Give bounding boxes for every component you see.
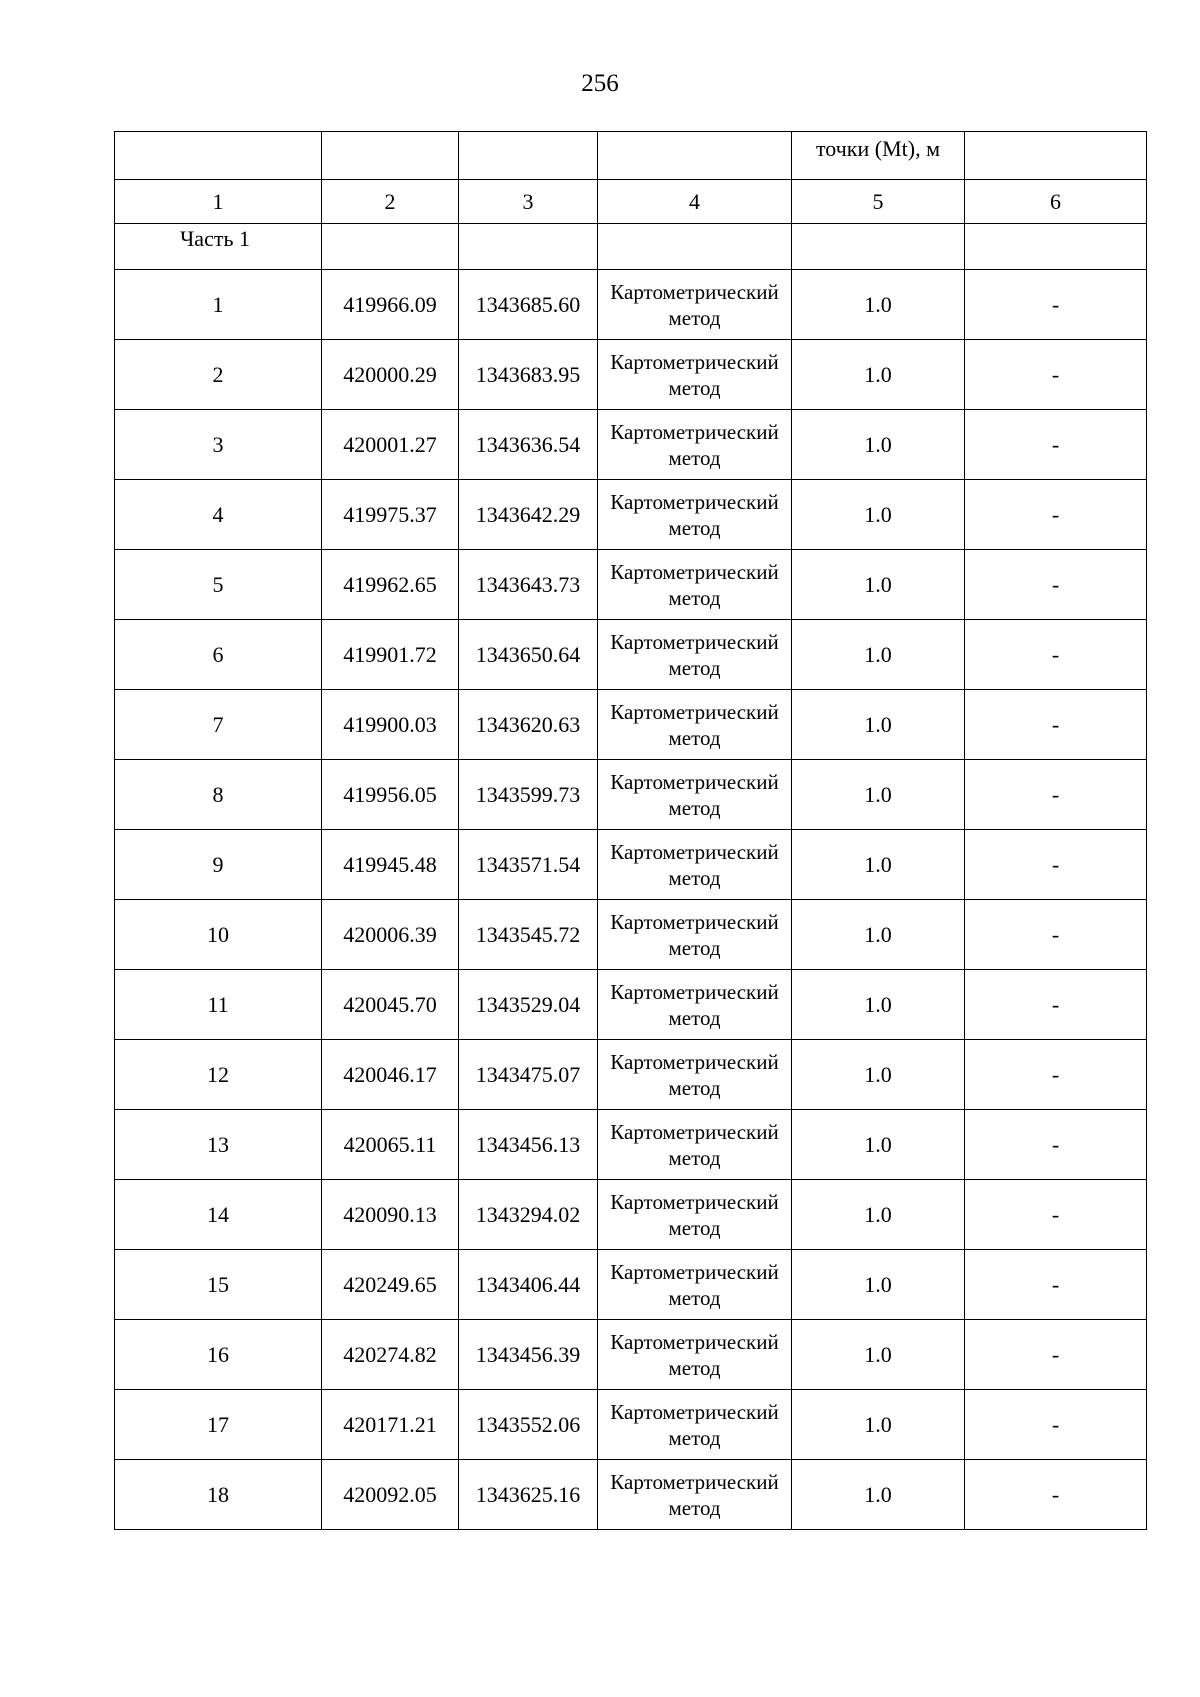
accuracy-cell: 1.0	[792, 550, 965, 620]
method-line-1: Картометрический	[610, 1189, 779, 1214]
y-coordinate-cell: 1343685.60	[459, 270, 598, 340]
accuracy-cell: 1.0	[792, 760, 965, 830]
y-coordinate-cell: 1343642.29	[459, 480, 598, 550]
point-number-cell: 6	[115, 620, 322, 690]
point-number-cell: 15	[115, 1250, 322, 1320]
method-line-1: Картометрический	[610, 1119, 779, 1144]
accuracy-cell: 1.0	[792, 1390, 965, 1460]
y-coordinate-cell: 1343643.73	[459, 550, 598, 620]
header-cell-6	[965, 132, 1147, 180]
method-line-1: Картометрический	[610, 1329, 779, 1354]
method-line-2: метод	[668, 1145, 721, 1170]
point-number-cell: 1	[115, 270, 322, 340]
method-line-1: Картометрический	[610, 699, 779, 724]
table-row	[115, 1390, 1147, 1460]
x-coordinate-cell: 420046.17	[322, 1040, 459, 1110]
method-cell	[598, 1390, 792, 1460]
method-line-1: Картометрический	[610, 629, 779, 654]
y-coordinate-cell: 1343625.16	[459, 1460, 598, 1530]
note-cell: -	[965, 1250, 1147, 1320]
method-line-1: Картометрический	[610, 979, 779, 1004]
accuracy-cell: 1.0	[792, 270, 965, 340]
method-line-1: Картометрический	[610, 769, 779, 794]
header-cell-1	[115, 132, 322, 180]
method-line-2: метод	[668, 585, 721, 610]
table-row	[115, 690, 1147, 760]
table-row	[115, 410, 1147, 480]
accuracy-cell: 1.0	[792, 340, 965, 410]
x-coordinate-cell: 419901.72	[322, 620, 459, 690]
method-line-2: метод	[668, 795, 721, 820]
accuracy-cell: 1.0	[792, 830, 965, 900]
method-cell	[598, 690, 792, 760]
y-coordinate-cell: 1343636.54	[459, 410, 598, 480]
note-cell: -	[965, 1180, 1147, 1250]
header-cell-2	[322, 132, 459, 180]
method-line-1: Картометрический	[610, 1399, 779, 1424]
note-cell: -	[965, 690, 1147, 760]
table-row	[115, 480, 1147, 550]
accuracy-cell: 1.0	[792, 1320, 965, 1390]
accuracy-cell: 1.0	[792, 1250, 965, 1320]
note-cell: -	[965, 1320, 1147, 1390]
method-line-1: Картометрический	[610, 559, 779, 584]
method-cell	[598, 1320, 792, 1390]
point-number-cell: 11	[115, 970, 322, 1040]
point-number-cell: 7	[115, 690, 322, 760]
method-cell	[598, 340, 792, 410]
point-number-cell: 3	[115, 410, 322, 480]
method-line-2: метод	[668, 515, 721, 540]
method-cell	[598, 1250, 792, 1320]
table-row	[115, 1040, 1147, 1110]
note-cell: -	[965, 340, 1147, 410]
x-coordinate-cell: 419900.03	[322, 690, 459, 760]
accuracy-cell: 1.0	[792, 620, 965, 690]
x-coordinate-cell: 420274.82	[322, 1320, 459, 1390]
column-number-row	[115, 180, 1147, 224]
note-cell: -	[965, 1110, 1147, 1180]
accuracy-cell: 1.0	[792, 1460, 965, 1530]
method-line-1: Картометрический	[610, 839, 779, 864]
y-coordinate-cell: 1343406.44	[459, 1250, 598, 1320]
point-number-cell: 4	[115, 480, 322, 550]
method-cell	[598, 480, 792, 550]
y-coordinate-cell: 1343620.63	[459, 690, 598, 760]
y-coordinate-cell: 1343529.04	[459, 970, 598, 1040]
y-coordinate-cell: 1343571.54	[459, 830, 598, 900]
method-cell	[598, 1040, 792, 1110]
header-cell-3	[459, 132, 598, 180]
accuracy-cell: 1.0	[792, 1110, 965, 1180]
method-line-2: метод	[668, 1075, 721, 1100]
accuracy-cell: 1.0	[792, 410, 965, 480]
x-coordinate-cell: 420171.21	[322, 1390, 459, 1460]
table-row	[115, 1460, 1147, 1530]
method-line-1: Картометрический	[610, 1469, 779, 1494]
x-coordinate-cell: 419962.65	[322, 550, 459, 620]
note-cell: -	[965, 1460, 1147, 1530]
method-cell	[598, 1180, 792, 1250]
method-line-1: Картометрический	[610, 1049, 779, 1074]
accuracy-cell: 1.0	[792, 970, 965, 1040]
table-row	[115, 270, 1147, 340]
method-line-2: метод	[668, 865, 721, 890]
table-row	[115, 970, 1147, 1040]
method-line-1: Картометрический	[610, 489, 779, 514]
point-number-cell: 9	[115, 830, 322, 900]
method-cell	[598, 620, 792, 690]
y-coordinate-cell: 1343456.39	[459, 1320, 598, 1390]
x-coordinate-cell: 419975.37	[322, 480, 459, 550]
section-row	[115, 224, 1147, 270]
method-line-2: метод	[668, 305, 721, 330]
method-cell	[598, 830, 792, 900]
table-row	[115, 1250, 1147, 1320]
x-coordinate-cell: 419956.05	[322, 760, 459, 830]
table-row	[115, 1110, 1147, 1180]
y-coordinate-cell: 1343552.06	[459, 1390, 598, 1460]
x-coordinate-cell: 420006.39	[322, 900, 459, 970]
y-coordinate-cell: 1343599.73	[459, 760, 598, 830]
method-line-2: метод	[668, 1005, 721, 1030]
method-line-2: метод	[668, 1215, 721, 1240]
note-cell: -	[965, 1040, 1147, 1110]
note-cell: -	[965, 900, 1147, 970]
method-line-2: метод	[668, 655, 721, 680]
x-coordinate-cell: 420090.13	[322, 1180, 459, 1250]
note-cell: -	[965, 620, 1147, 690]
x-coordinate-cell: 419945.48	[322, 830, 459, 900]
empty-cell	[459, 224, 598, 270]
table-row	[115, 900, 1147, 970]
x-coordinate-cell: 420065.11	[322, 1110, 459, 1180]
column-number: 5	[792, 180, 965, 224]
point-number-cell: 16	[115, 1320, 322, 1390]
accuracy-cell: 1.0	[792, 1040, 965, 1110]
y-coordinate-cell: 1343683.95	[459, 340, 598, 410]
note-cell: -	[965, 550, 1147, 620]
method-cell	[598, 1460, 792, 1530]
method-line-1: Картометрический	[610, 349, 779, 374]
method-line-1: Картометрический	[610, 419, 779, 444]
table-row	[115, 620, 1147, 690]
note-cell: -	[965, 830, 1147, 900]
x-coordinate-cell: 420001.27	[322, 410, 459, 480]
y-coordinate-cell: 1343294.02	[459, 1180, 598, 1250]
point-number-cell: 10	[115, 900, 322, 970]
point-number-cell: 2	[115, 340, 322, 410]
table-row	[115, 830, 1147, 900]
method-cell	[598, 550, 792, 620]
point-number-cell: 13	[115, 1110, 322, 1180]
table-row	[115, 1320, 1147, 1390]
table-row	[115, 550, 1147, 620]
note-cell: -	[965, 270, 1147, 340]
column-number: 2	[322, 180, 459, 224]
method-cell	[598, 970, 792, 1040]
header-cell-5: точки (Mt), м	[792, 132, 965, 180]
method-line-2: метод	[668, 725, 721, 750]
method-line-2: метод	[668, 1495, 721, 1520]
method-line-2: метод	[668, 1285, 721, 1310]
empty-cell	[598, 224, 792, 270]
method-line-1: Картометрический	[610, 909, 779, 934]
column-number: 4	[598, 180, 792, 224]
empty-cell	[792, 224, 965, 270]
point-number-cell: 12	[115, 1040, 322, 1110]
empty-cell	[322, 224, 459, 270]
note-cell: -	[965, 410, 1147, 480]
y-coordinate-cell: 1343545.72	[459, 900, 598, 970]
header-continuation-row	[115, 132, 1147, 180]
method-line-2: метод	[668, 375, 721, 400]
table-row	[115, 340, 1147, 410]
note-cell: -	[965, 480, 1147, 550]
column-number: 3	[459, 180, 598, 224]
table-row	[115, 1180, 1147, 1250]
method-line-2: метод	[668, 1355, 721, 1380]
x-coordinate-cell: 420000.29	[322, 340, 459, 410]
point-number-cell: 17	[115, 1390, 322, 1460]
x-coordinate-cell: 420249.65	[322, 1250, 459, 1320]
method-line-2: метод	[668, 445, 721, 470]
column-number: 6	[965, 180, 1147, 224]
empty-cell	[965, 224, 1147, 270]
method-cell	[598, 410, 792, 480]
section-label: Часть 1	[115, 224, 322, 270]
x-coordinate-cell: 420045.70	[322, 970, 459, 1040]
point-number-cell: 18	[115, 1460, 322, 1530]
x-coordinate-cell: 419966.09	[322, 270, 459, 340]
method-cell	[598, 1110, 792, 1180]
point-number-cell: 5	[115, 550, 322, 620]
method-cell	[598, 900, 792, 970]
column-number: 1	[115, 180, 322, 224]
coordinates-table	[114, 131, 1147, 1530]
x-coordinate-cell: 420092.05	[322, 1460, 459, 1530]
accuracy-cell: 1.0	[792, 480, 965, 550]
point-number-cell: 14	[115, 1180, 322, 1250]
note-cell: -	[965, 760, 1147, 830]
header-cell-4	[598, 132, 792, 180]
note-cell: -	[965, 970, 1147, 1040]
method-line-1: Картометрический	[610, 279, 779, 304]
accuracy-cell: 1.0	[792, 900, 965, 970]
method-line-2: метод	[668, 1425, 721, 1450]
method-cell	[598, 760, 792, 830]
method-line-1: Картометрический	[610, 1259, 779, 1284]
accuracy-cell: 1.0	[792, 690, 965, 760]
point-number-cell: 8	[115, 760, 322, 830]
note-cell: -	[965, 1390, 1147, 1460]
y-coordinate-cell: 1343650.64	[459, 620, 598, 690]
page-number: 256	[581, 70, 619, 97]
method-cell	[598, 270, 792, 340]
table-row	[115, 760, 1147, 830]
accuracy-cell: 1.0	[792, 1180, 965, 1250]
method-line-2: метод	[668, 935, 721, 960]
y-coordinate-cell: 1343475.07	[459, 1040, 598, 1110]
y-coordinate-cell: 1343456.13	[459, 1110, 598, 1180]
